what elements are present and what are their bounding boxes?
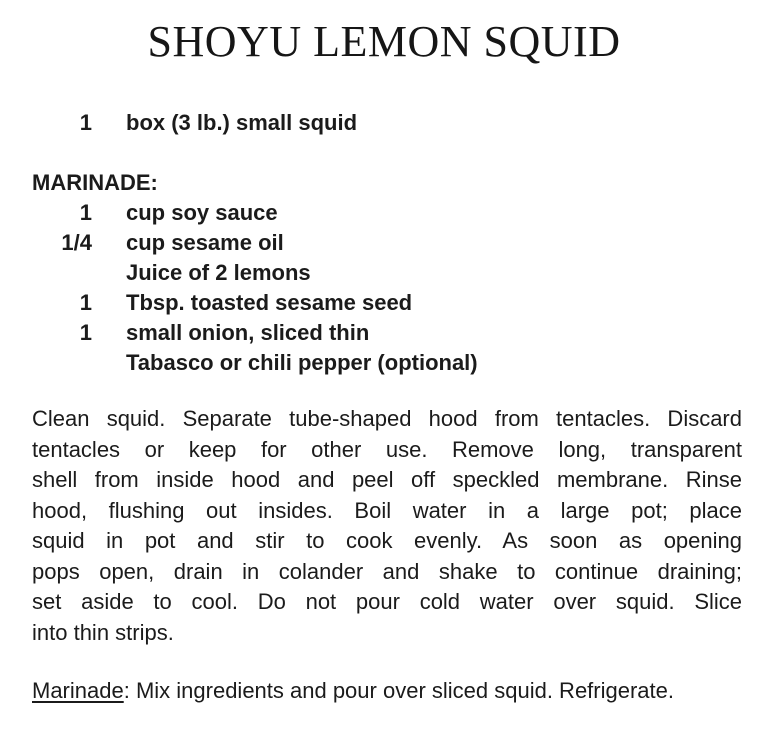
ingredient-description: box (3 lb.) small squid (126, 110, 358, 135)
ingredient-quantity: 1 (79, 200, 92, 225)
ingredient-description: small onion, sliced thin (126, 320, 370, 345)
marinade-note-text: : Mix ingredients and pour over sliced squid. Refrigerate. (123, 678, 674, 703)
marinade-ingredient (0, 258, 768, 288)
instructions-line: tentacles or keep for other use. Remove long, transparent (32, 436, 742, 462)
marinade-ingredient (0, 288, 768, 318)
marinade-ingredient (0, 228, 768, 258)
instructions-line: squid in pot and stir to cook evenly. As soon as opening (32, 528, 742, 553)
ingredient-description: Tabasco or chili pepper (optional) (126, 350, 478, 375)
instructions-line: set aside to cool. Do not pour cold water over squid. Slice (32, 589, 742, 614)
instructions-line: Clean squid. Separate tube-shaped hood from tentacles. Discard (32, 406, 742, 431)
ingredient-description: cup sesame oil (126, 230, 284, 255)
ingredient-quantity: 1 (79, 320, 92, 345)
ingredient-quantity: 1/4 (61, 230, 92, 255)
marinade-ingredient (0, 198, 768, 228)
ingredient-quantity: 1 (79, 110, 92, 135)
instructions-line: pops open, drain in colander and shake to continue draining; (32, 558, 742, 584)
main-ingredient (0, 108, 768, 138)
instructions-line: shell from inside hood and peel off speckled membrane. Rinse (32, 467, 742, 492)
ingredient-quantity: 1 (79, 290, 92, 315)
marinade-ingredient (0, 348, 768, 378)
marinade-heading: MARINADE: (32, 170, 158, 195)
instructions-paragraph (32, 404, 742, 648)
ingredient-description: cup soy sauce (126, 200, 278, 225)
instructions-line: into thin strips. (32, 619, 174, 645)
ingredient-description: Juice of 2 lemons (126, 260, 311, 285)
marinade-note (32, 676, 674, 706)
marinade-note-label: Marinade (32, 678, 124, 703)
instructions-line: hood, flushing out insides. Boil water in a large pot; place (32, 497, 742, 523)
recipe-title: SHOYU LEMON SQUID (147, 17, 621, 66)
ingredient-description: Tbsp. toasted sesame seed (126, 290, 413, 315)
marinade-ingredient (0, 318, 768, 348)
